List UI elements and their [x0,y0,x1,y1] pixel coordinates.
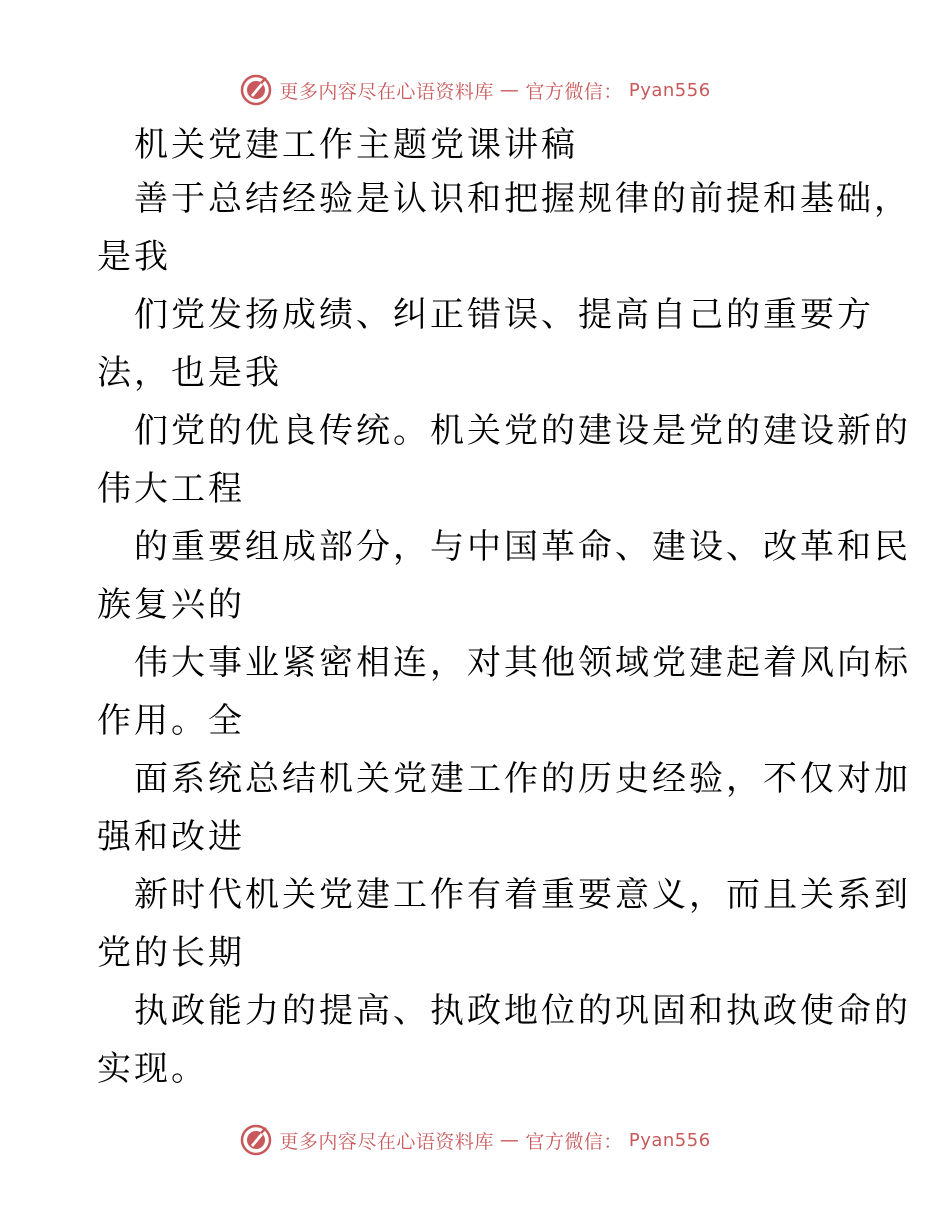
text-line: 法，也是我 [97,353,282,393]
footer-banner-code: Pyan556 [628,1129,711,1151]
text-line: 伟大事业紧密相连，对其他领域党建起着风向标 [134,643,911,683]
text-line: 们党发扬成绩、纠正错误、提高自己的重要方 [134,295,874,335]
header-banner-code: Pyan556 [628,79,711,101]
footer-banner-label: 官方微信： [525,1130,623,1153]
footer-banner [0,1120,950,1160]
text-line: 执政能力的提高、执政地位的巩固和执政使命的 [134,991,911,1031]
text-line: 实现。 [97,1049,208,1089]
pen-seal-icon [239,1123,273,1157]
footer-banner-text: 更多内容尽在心语资料库 [279,1130,494,1153]
pen-seal-icon [239,73,273,107]
footer-banner-separator: — [499,1129,520,1151]
text-line: 善于总结经验是认识和把握规律的前提和基础， [134,179,911,219]
text-line: 新时代机关党建工作有着重要意义，而且关系到 [134,875,911,915]
header-banner-separator: — [499,79,520,101]
header-banner-text: 更多内容尽在心语资料库 [279,80,494,103]
text-line: 是我 [97,237,171,277]
document-body [97,120,911,1098]
text-line: 面系统总结机关党建工作的历史经验，不仅对加 [134,759,911,799]
document-paragraph [97,170,911,1098]
footer-banner-inner [239,1123,710,1157]
text-line: 伟大工程 [97,469,245,509]
text-line: 作用。全 [97,701,245,741]
header-banner-inner [239,73,710,107]
header-banner-label: 官方微信： [525,80,623,103]
text-line: 的重要组成部分，与中国革命、建设、改革和民 [134,527,911,567]
text-line: 强和改进 [97,817,245,857]
text-line: 们党的优良传统。机关党的建设是党的建设新的 [134,411,911,451]
header-banner [0,70,950,110]
document-title: 机关党建工作主题党课讲稿 [134,125,578,165]
text-line: 党的长期 [97,933,245,973]
text-line: 族复兴的 [97,585,245,625]
